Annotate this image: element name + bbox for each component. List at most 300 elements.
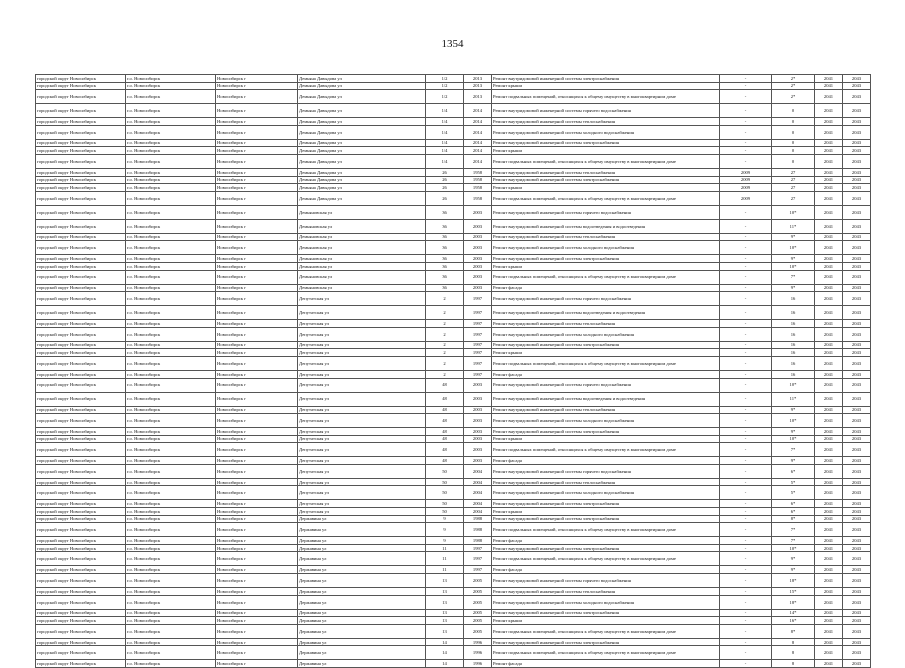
table-row <box>36 464 871 478</box>
street-cell: Депутатская ул <box>298 341 426 349</box>
build-year-cell: 1996 <box>464 660 492 668</box>
locality-cell: Новосибирск г <box>216 255 298 263</box>
wear-percent-cell: 2* <box>772 75 815 83</box>
locality-cell: Новосибирск г <box>216 392 298 406</box>
plan-start-year-cell: 2041 <box>815 617 843 625</box>
wear-percent-cell: 16 <box>772 320 815 328</box>
table-row <box>36 638 871 646</box>
street-cell: Державина ул <box>298 588 426 596</box>
plan-start-year-cell: 2041 <box>815 428 843 436</box>
work-type-cell: Ремонт внутридомовой инженерной системы холодного водоснабжения <box>492 595 720 609</box>
plan-start-year-cell: 2041 <box>815 392 843 406</box>
district-cell: г.о. Новосибирск <box>126 219 216 233</box>
house-number-cell: 50 <box>426 486 464 500</box>
municipality-cell: городской округ Новосибирск <box>36 508 126 516</box>
table-row <box>36 262 871 270</box>
work-type-cell: Ремонт подвальных помещений, относящихся к общему имуществу в многоквартирном доме <box>492 646 720 660</box>
build-year-cell: 2004 <box>464 500 492 508</box>
street-cell: Демьяновская ул <box>298 255 426 263</box>
house-number-cell: 1/4 <box>426 154 464 168</box>
street-cell: Депутатская ул <box>298 428 426 436</box>
build-year-cell: 2005 <box>464 617 492 625</box>
district-cell: г.о. Новосибирск <box>126 500 216 508</box>
locality-cell: Новосибирск г <box>216 574 298 588</box>
district-cell: г.о. Новосибирск <box>126 464 216 478</box>
district-cell: г.о. Новосибирск <box>126 609 216 617</box>
house-number-cell: 36 <box>426 241 464 255</box>
house-number-cell: 48 <box>426 443 464 457</box>
table-row <box>36 544 871 552</box>
plan-end-year-cell: 2043 <box>843 191 871 205</box>
last-repair-year-cell: - <box>720 464 772 478</box>
last-repair-year-cell: - <box>720 82 772 90</box>
wear-percent-cell: 7* <box>772 443 815 457</box>
wear-percent-cell: 9* <box>772 406 815 414</box>
table-row <box>36 414 871 428</box>
street-cell: Демьяновская ул <box>298 241 426 255</box>
district-cell: г.о. Новосибирск <box>126 349 216 357</box>
locality-cell: Новосибирск г <box>216 118 298 126</box>
district-cell: г.о. Новосибирск <box>126 262 216 270</box>
street-cell: Державина ул <box>298 638 426 646</box>
house-number-cell: 1/4 <box>426 125 464 139</box>
last-repair-year-cell: - <box>720 457 772 465</box>
wear-percent-cell: 8* <box>772 515 815 523</box>
wear-percent-cell: 2* <box>772 82 815 90</box>
plan-end-year-cell: 2043 <box>843 341 871 349</box>
municipality-cell: городской округ Новосибирск <box>36 478 126 486</box>
locality-cell: Новосибирск г <box>216 284 298 292</box>
municipality-cell: городской округ Новосибирск <box>36 104 126 118</box>
last-repair-year-cell: - <box>720 341 772 349</box>
work-type-cell: Ремонт внутридомовой инженерной системы электроснабжения <box>492 609 720 617</box>
work-type-cell: Ремонт внутридомовой инженерной системы холодного водоснабжения <box>492 486 720 500</box>
work-type-cell: Ремонт крыши <box>492 82 720 90</box>
municipality-cell: городской округ Новосибирск <box>36 262 126 270</box>
municipality-cell: городской округ Новосибирск <box>36 428 126 436</box>
district-cell: г.о. Новосибирск <box>126 624 216 638</box>
municipality-cell: городской округ Новосибирск <box>36 638 126 646</box>
plan-end-year-cell: 2043 <box>843 392 871 406</box>
wear-percent-cell: 6* <box>772 500 815 508</box>
plan-start-year-cell: 2041 <box>815 378 843 392</box>
table-row <box>36 118 871 126</box>
build-year-cell: 2004 <box>464 508 492 516</box>
last-repair-year-cell: - <box>720 75 772 83</box>
work-type-cell: Ремонт внутридомовой инженерной системы электроснабжения <box>492 139 720 147</box>
work-type-cell: Ремонт внутридомовой инженерной системы водоотведения и водоотведения <box>492 392 720 406</box>
work-type-cell: Ремонт крыши <box>492 617 720 625</box>
last-repair-year-cell: - <box>720 219 772 233</box>
house-number-cell: 2 <box>426 306 464 320</box>
wear-percent-cell: 10* <box>772 205 815 219</box>
district-cell: г.о. Новосибирск <box>126 327 216 341</box>
municipality-cell: городской округ Новосибирск <box>36 327 126 341</box>
street-cell: Депутатская ул <box>298 327 426 341</box>
last-repair-year-cell: - <box>720 284 772 292</box>
wear-percent-cell: 18* <box>772 574 815 588</box>
build-year-cell: 2003 <box>464 457 492 465</box>
plan-end-year-cell: 2043 <box>843 75 871 83</box>
wear-percent-cell: 16 <box>772 292 815 306</box>
plan-start-year-cell: 2041 <box>815 292 843 306</box>
plan-start-year-cell: 2041 <box>815 147 843 155</box>
municipality-cell: городской округ Новосибирск <box>36 320 126 328</box>
last-repair-year-cell: - <box>720 609 772 617</box>
municipality-cell: городской округ Новосибирск <box>36 486 126 500</box>
work-type-cell: Ремонт крыши <box>492 262 720 270</box>
wear-percent-cell: 10* <box>772 241 815 255</box>
wear-percent-cell: 10* <box>772 262 815 270</box>
locality-cell: Новосибирск г <box>216 306 298 320</box>
district-cell: г.о. Новосибирск <box>126 544 216 552</box>
municipality-cell: городской округ Новосибирск <box>36 139 126 147</box>
wear-percent-cell: 16 <box>772 306 815 320</box>
build-year-cell: 2004 <box>464 464 492 478</box>
plan-end-year-cell: 2043 <box>843 219 871 233</box>
last-repair-year-cell: - <box>720 147 772 155</box>
street-cell: Державина ул <box>298 566 426 574</box>
build-year-cell: 2005 <box>464 574 492 588</box>
street-cell: Депутатская ул <box>298 478 426 486</box>
district-cell: г.о. Новосибирск <box>126 241 216 255</box>
plan-end-year-cell: 2043 <box>843 118 871 126</box>
build-year-cell: 1997 <box>464 566 492 574</box>
plan-start-year-cell: 2041 <box>815 349 843 357</box>
municipality-cell: городской округ Новосибирск <box>36 574 126 588</box>
work-type-cell: Ремонт внутридомовой инженерной системы электроснабжения <box>492 500 720 508</box>
street-cell: Демьяновская ул <box>298 284 426 292</box>
plan-end-year-cell: 2043 <box>843 262 871 270</box>
work-type-cell: Ремонт внутридомовой инженерной системы электроснабжения <box>492 341 720 349</box>
municipality-cell: городской округ Новосибирск <box>36 457 126 465</box>
house-number-cell: 26 <box>426 191 464 205</box>
house-number-cell: 14 <box>426 646 464 660</box>
house-number-cell: 11 <box>426 566 464 574</box>
street-cell: Демьяна Давыдова ул <box>298 82 426 90</box>
municipality-cell: городской округ Новосибирск <box>36 617 126 625</box>
district-cell: г.о. Новосибирск <box>126 414 216 428</box>
street-cell: Демьяновская ул <box>298 205 426 219</box>
plan-start-year-cell: 2041 <box>815 537 843 545</box>
plan-start-year-cell: 2041 <box>815 588 843 596</box>
plan-start-year-cell: 2041 <box>815 624 843 638</box>
plan-end-year-cell: 2043 <box>843 241 871 255</box>
plan-end-year-cell: 2043 <box>843 544 871 552</box>
work-type-cell: Ремонт внутридомовой инженерной системы электроснабжения <box>492 176 720 184</box>
work-type-cell: Ремонт внутридомовой инженерной системы электроснабжения <box>492 255 720 263</box>
street-cell: Демьяна Давыдова ул <box>298 104 426 118</box>
locality-cell: Новосибирск г <box>216 406 298 414</box>
locality-cell: Новосибирск г <box>216 515 298 523</box>
municipality-cell: городской округ Новосибирск <box>36 191 126 205</box>
street-cell: Державина ул <box>298 617 426 625</box>
district-cell: г.о. Новосибирск <box>126 104 216 118</box>
house-number-cell: 50 <box>426 500 464 508</box>
last-repair-year-cell: - <box>720 588 772 596</box>
build-year-cell: 1988 <box>464 537 492 545</box>
house-number-cell: 1/4 <box>426 118 464 126</box>
last-repair-year-cell: - <box>720 320 772 328</box>
build-year-cell: 2003 <box>464 378 492 392</box>
build-year-cell: 2005 <box>464 595 492 609</box>
last-repair-year-cell: - <box>720 104 772 118</box>
plan-start-year-cell: 2041 <box>815 464 843 478</box>
district-cell: г.о. Новосибирск <box>126 588 216 596</box>
district-cell: г.о. Новосибирск <box>126 82 216 90</box>
plan-end-year-cell: 2043 <box>843 147 871 155</box>
house-number-cell: 36 <box>426 262 464 270</box>
table-row <box>36 154 871 168</box>
plan-end-year-cell: 2043 <box>843 168 871 176</box>
last-repair-year-cell: - <box>720 139 772 147</box>
house-number-cell: 36 <box>426 205 464 219</box>
municipality-cell: городской округ Новосибирск <box>36 624 126 638</box>
table-row <box>36 184 871 192</box>
table-row <box>36 574 871 588</box>
plan-start-year-cell: 2041 <box>815 255 843 263</box>
locality-cell: Новосибирск г <box>216 104 298 118</box>
plan-start-year-cell: 2041 <box>815 660 843 668</box>
last-repair-year-cell: - <box>720 241 772 255</box>
plan-end-year-cell: 2043 <box>843 595 871 609</box>
wear-percent-cell: 7* <box>772 537 815 545</box>
municipality-cell: городской округ Новосибирск <box>36 184 126 192</box>
table-row <box>36 515 871 523</box>
table-row <box>36 327 871 341</box>
municipality-cell: городской округ Новосибирск <box>36 90 126 104</box>
district-cell: г.о. Новосибирск <box>126 205 216 219</box>
plan-start-year-cell: 2041 <box>815 233 843 241</box>
plan-end-year-cell: 2043 <box>843 327 871 341</box>
plan-end-year-cell: 2043 <box>843 414 871 428</box>
district-cell: г.о. Новосибирск <box>126 306 216 320</box>
wear-percent-cell: 11* <box>772 392 815 406</box>
district-cell: г.о. Новосибирск <box>126 515 216 523</box>
table-row <box>36 168 871 176</box>
work-type-cell: Ремонт внутридомовой инженерной системы горячего водоснабжения <box>492 378 720 392</box>
plan-end-year-cell: 2043 <box>843 292 871 306</box>
table-row <box>36 478 871 486</box>
plan-end-year-cell: 2043 <box>843 435 871 443</box>
wear-percent-cell: 11* <box>772 219 815 233</box>
municipality-cell: городской округ Новосибирск <box>36 233 126 241</box>
locality-cell: Новосибирск г <box>216 537 298 545</box>
wear-percent-cell: 0 <box>772 125 815 139</box>
house-number-cell: 13 <box>426 595 464 609</box>
build-year-cell: 2014 <box>464 154 492 168</box>
build-year-cell: 1997 <box>464 320 492 328</box>
last-repair-year-cell: - <box>720 392 772 406</box>
locality-cell: Новосибирск г <box>216 349 298 357</box>
municipality-cell: городской округ Новосибирск <box>36 219 126 233</box>
municipality-cell: городской округ Новосибирск <box>36 270 126 284</box>
locality-cell: Новосибирск г <box>216 588 298 596</box>
last-repair-year-cell: - <box>720 595 772 609</box>
house-number-cell: 11 <box>426 552 464 566</box>
wear-percent-cell: 16 <box>772 349 815 357</box>
street-cell: Державина ул <box>298 552 426 566</box>
last-repair-year-cell: - <box>720 306 772 320</box>
district-cell: г.о. Новосибирск <box>126 443 216 457</box>
work-type-cell: Ремонт внутридомовой инженерной системы теплоснабжения <box>492 168 720 176</box>
wear-percent-cell: 16 <box>772 370 815 378</box>
locality-cell: Новосибирск г <box>216 205 298 219</box>
wear-percent-cell: 16 <box>772 356 815 370</box>
table-row <box>36 292 871 306</box>
street-cell: Державина ул <box>298 624 426 638</box>
table-row <box>36 255 871 263</box>
house-number-cell: 50 <box>426 478 464 486</box>
last-repair-year-cell: - <box>720 638 772 646</box>
table-row <box>36 406 871 414</box>
wear-percent-cell: 0 <box>772 118 815 126</box>
plan-end-year-cell: 2043 <box>843 356 871 370</box>
house-number-cell: 13 <box>426 624 464 638</box>
plan-start-year-cell: 2041 <box>815 443 843 457</box>
plan-end-year-cell: 2043 <box>843 574 871 588</box>
work-type-cell: Ремонт фасада <box>492 457 720 465</box>
work-type-cell: Ремонт внутридомовой инженерной системы теплоснабжения <box>492 406 720 414</box>
district-cell: г.о. Новосибирск <box>126 139 216 147</box>
house-number-cell: 11 <box>426 544 464 552</box>
work-type-cell: Ремонт крыши <box>492 147 720 155</box>
wear-percent-cell: 0 <box>772 104 815 118</box>
plan-end-year-cell: 2043 <box>843 552 871 566</box>
wear-percent-cell: 8 <box>772 660 815 668</box>
wear-percent-cell: 27 <box>772 184 815 192</box>
plan-start-year-cell: 2041 <box>815 125 843 139</box>
locality-cell: Новосибирск г <box>216 292 298 306</box>
build-year-cell: 1997 <box>464 349 492 357</box>
table-row <box>36 90 871 104</box>
plan-start-year-cell: 2041 <box>815 370 843 378</box>
municipality-cell: городской округ Новосибирск <box>36 588 126 596</box>
house-number-cell: 36 <box>426 233 464 241</box>
table-row <box>36 233 871 241</box>
build-year-cell: 1997 <box>464 356 492 370</box>
district-cell: г.о. Новосибирск <box>126 270 216 284</box>
build-year-cell: 2005 <box>464 624 492 638</box>
street-cell: Депутатская ул <box>298 356 426 370</box>
municipality-cell: городской округ Новосибирск <box>36 646 126 660</box>
house-number-cell: 2 <box>426 327 464 341</box>
capital-repair-table <box>35 74 871 668</box>
locality-cell: Новосибирск г <box>216 595 298 609</box>
plan-start-year-cell: 2041 <box>815 154 843 168</box>
locality-cell: Новосибирск г <box>216 320 298 328</box>
district-cell: г.о. Новосибирск <box>126 284 216 292</box>
wear-percent-cell: 27 <box>772 176 815 184</box>
work-type-cell: Ремонт фасада <box>492 566 720 574</box>
house-number-cell: 1/4 <box>426 139 464 147</box>
last-repair-year-cell: - <box>720 327 772 341</box>
district-cell: г.о. Новосибирск <box>126 486 216 500</box>
wear-percent-cell: 9* <box>772 255 815 263</box>
municipality-cell: городской округ Новосибирск <box>36 443 126 457</box>
street-cell: Депутатская ул <box>298 306 426 320</box>
plan-end-year-cell: 2043 <box>843 370 871 378</box>
district-cell: г.о. Новосибирск <box>126 176 216 184</box>
house-number-cell: 48 <box>426 428 464 436</box>
build-year-cell: 2003 <box>464 241 492 255</box>
table-row <box>36 82 871 90</box>
street-cell: Демьяна Давыдова ул <box>298 184 426 192</box>
street-cell: Депутатская ул <box>298 486 426 500</box>
table-row <box>36 356 871 370</box>
street-cell: Державина ул <box>298 595 426 609</box>
plan-start-year-cell: 2041 <box>815 241 843 255</box>
build-year-cell: 2003 <box>464 233 492 241</box>
wear-percent-cell: 5* <box>772 478 815 486</box>
plan-start-year-cell: 2041 <box>815 184 843 192</box>
wear-percent-cell: 15* <box>772 588 815 596</box>
house-number-cell: 2 <box>426 292 464 306</box>
last-repair-year-cell: - <box>720 660 772 668</box>
build-year-cell: 2003 <box>464 205 492 219</box>
district-cell: г.о. Новосибирск <box>126 320 216 328</box>
house-number-cell: 36 <box>426 284 464 292</box>
district-cell: г.о. Новосибирск <box>126 370 216 378</box>
district-cell: г.о. Новосибирск <box>126 378 216 392</box>
municipality-cell: городской округ Новосибирск <box>36 356 126 370</box>
table-row <box>36 241 871 255</box>
work-type-cell: Ремонт подвальных помещений, относящихся к общему имуществу в многоквартирном доме <box>492 624 720 638</box>
municipality-cell: городской округ Новосибирск <box>36 176 126 184</box>
plan-end-year-cell: 2043 <box>843 233 871 241</box>
district-cell: г.о. Новосибирск <box>126 406 216 414</box>
locality-cell: Новосибирск г <box>216 341 298 349</box>
work-type-cell: Ремонт внутридомовой инженерной системы теплоснабжения <box>492 320 720 328</box>
street-cell: Демьяна Давыдова ул <box>298 154 426 168</box>
table-row <box>36 428 871 436</box>
locality-cell: Новосибирск г <box>216 414 298 428</box>
municipality-cell: городской округ Новосибирск <box>36 515 126 523</box>
work-type-cell: Ремонт подвальных помещений, относящихся к общему имуществу в многоквартирном доме <box>492 191 720 205</box>
table-row <box>36 320 871 328</box>
street-cell: Депутатская ул <box>298 370 426 378</box>
locality-cell: Новосибирск г <box>216 270 298 284</box>
plan-start-year-cell: 2041 <box>815 552 843 566</box>
locality-cell: Новосибирск г <box>216 154 298 168</box>
table-row <box>36 537 871 545</box>
work-type-cell: Ремонт внутридомовой инженерной системы горячего водоснабжения <box>492 205 720 219</box>
work-type-cell: Ремонт крыши <box>492 508 720 516</box>
table-row <box>36 392 871 406</box>
plan-end-year-cell: 2043 <box>843 457 871 465</box>
plan-start-year-cell: 2041 <box>815 406 843 414</box>
plan-start-year-cell: 2041 <box>815 284 843 292</box>
build-year-cell: 2003 <box>464 392 492 406</box>
work-type-cell: Ремонт внутридомовой инженерной системы теплоснабжения <box>492 118 720 126</box>
house-number-cell: 2 <box>426 370 464 378</box>
wear-percent-cell: 14* <box>772 609 815 617</box>
table-row <box>36 147 871 155</box>
street-cell: Депутатская ул <box>298 292 426 306</box>
plan-start-year-cell: 2041 <box>815 306 843 320</box>
work-type-cell: Ремонт подвальных помещений, относящихся к общему имуществу в многоквартирном доме <box>492 154 720 168</box>
street-cell: Депутатская ул <box>298 406 426 414</box>
plan-end-year-cell: 2043 <box>843 90 871 104</box>
build-year-cell: 2003 <box>464 443 492 457</box>
street-cell: Депутатская ул <box>298 414 426 428</box>
plan-end-year-cell: 2043 <box>843 284 871 292</box>
build-year-cell: 1997 <box>464 370 492 378</box>
page-number: 1354 <box>441 38 464 50</box>
build-year-cell: 1997 <box>464 544 492 552</box>
locality-cell: Новосибирск г <box>216 356 298 370</box>
plan-end-year-cell: 2043 <box>843 486 871 500</box>
